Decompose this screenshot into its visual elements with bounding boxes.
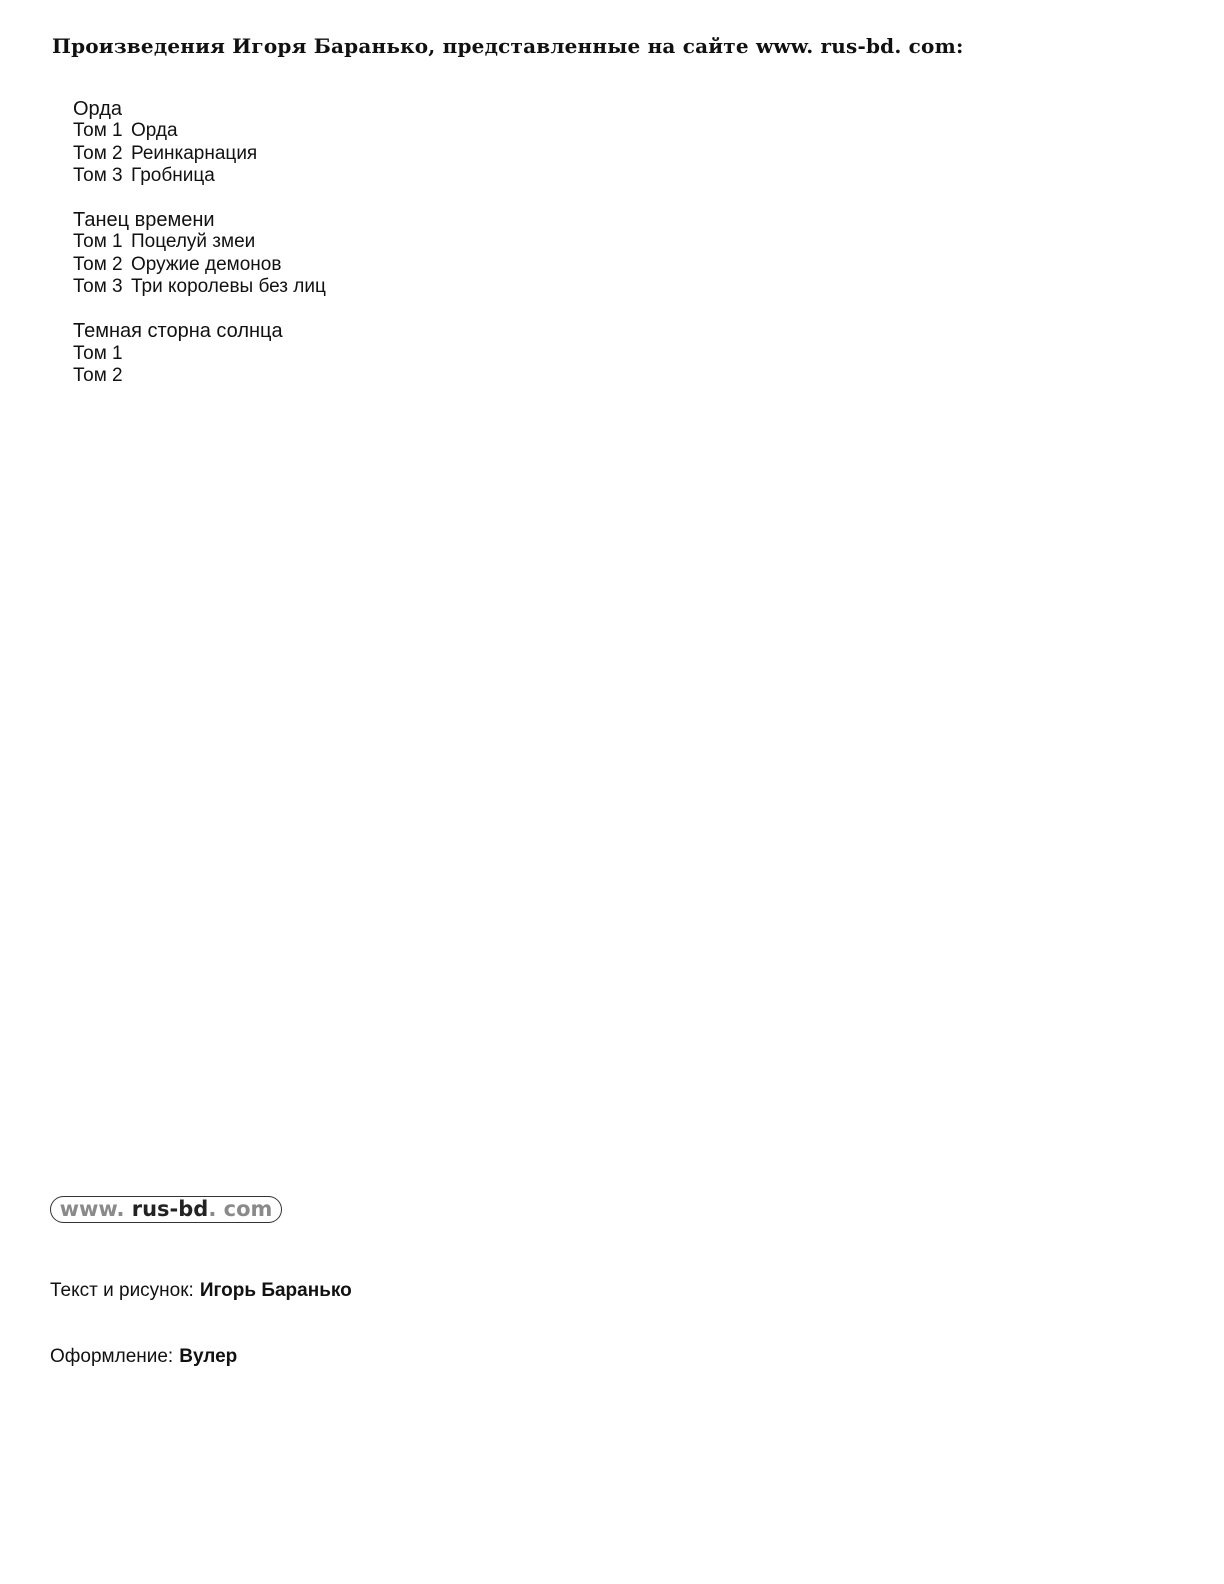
- credit-label: Текст и рисунок:: [50, 1280, 194, 1301]
- series-title: Орда: [73, 98, 123, 120]
- logo-domain: rus-bd: [131, 1197, 209, 1221]
- volume-number: Том 1: [73, 342, 123, 364]
- logo-suffix: . com: [208, 1197, 273, 1221]
- volume-name: Реинкарнация: [131, 142, 258, 164]
- volume-item: [73, 276, 326, 298]
- volume-item: [73, 120, 326, 142]
- credit-name: Игорь Баранько: [199, 1280, 352, 1301]
- series-block: [73, 98, 326, 187]
- logo-prefix: www.: [59, 1197, 132, 1221]
- site-logo-badge[interactable]: [50, 1196, 282, 1223]
- volume-number: Том 2: [73, 253, 123, 275]
- credit-name: Вулер: [179, 1346, 238, 1367]
- volume-number: Том 3: [73, 164, 123, 186]
- volume-name: Оружие демонов: [131, 253, 282, 275]
- volume-item: [73, 143, 326, 165]
- volume-name: Гробница: [131, 164, 215, 186]
- series-block: [73, 209, 326, 298]
- volume-name: Поцелуй змеи: [131, 231, 256, 253]
- volume-number: Том 1: [73, 231, 123, 253]
- page-title: Произведения Игоря Баранько, представленные на сайте www. rus-bd. com:: [52, 34, 964, 58]
- volume-name: Три королевы без лиц: [131, 276, 326, 298]
- series-block: [73, 320, 326, 387]
- series-title: Танец времени: [73, 209, 215, 232]
- volume-number: Том 2: [73, 364, 123, 386]
- volume-item: [73, 254, 326, 276]
- credit-label: Оформление:: [50, 1346, 174, 1367]
- volume-name: Орда: [131, 120, 178, 142]
- volume-item: [73, 231, 326, 253]
- series-title: Темная сторна солнца: [73, 320, 283, 343]
- volume-number: Том 1: [73, 120, 123, 142]
- volume-item: [73, 165, 326, 187]
- credit-text-author: [50, 1280, 352, 1302]
- volume-number: Том 3: [73, 276, 123, 298]
- volume-item: [73, 365, 326, 387]
- volume-item: [73, 343, 326, 365]
- volume-number: Том 2: [73, 142, 123, 164]
- series-list: [73, 98, 326, 409]
- credit-design: [50, 1346, 237, 1368]
